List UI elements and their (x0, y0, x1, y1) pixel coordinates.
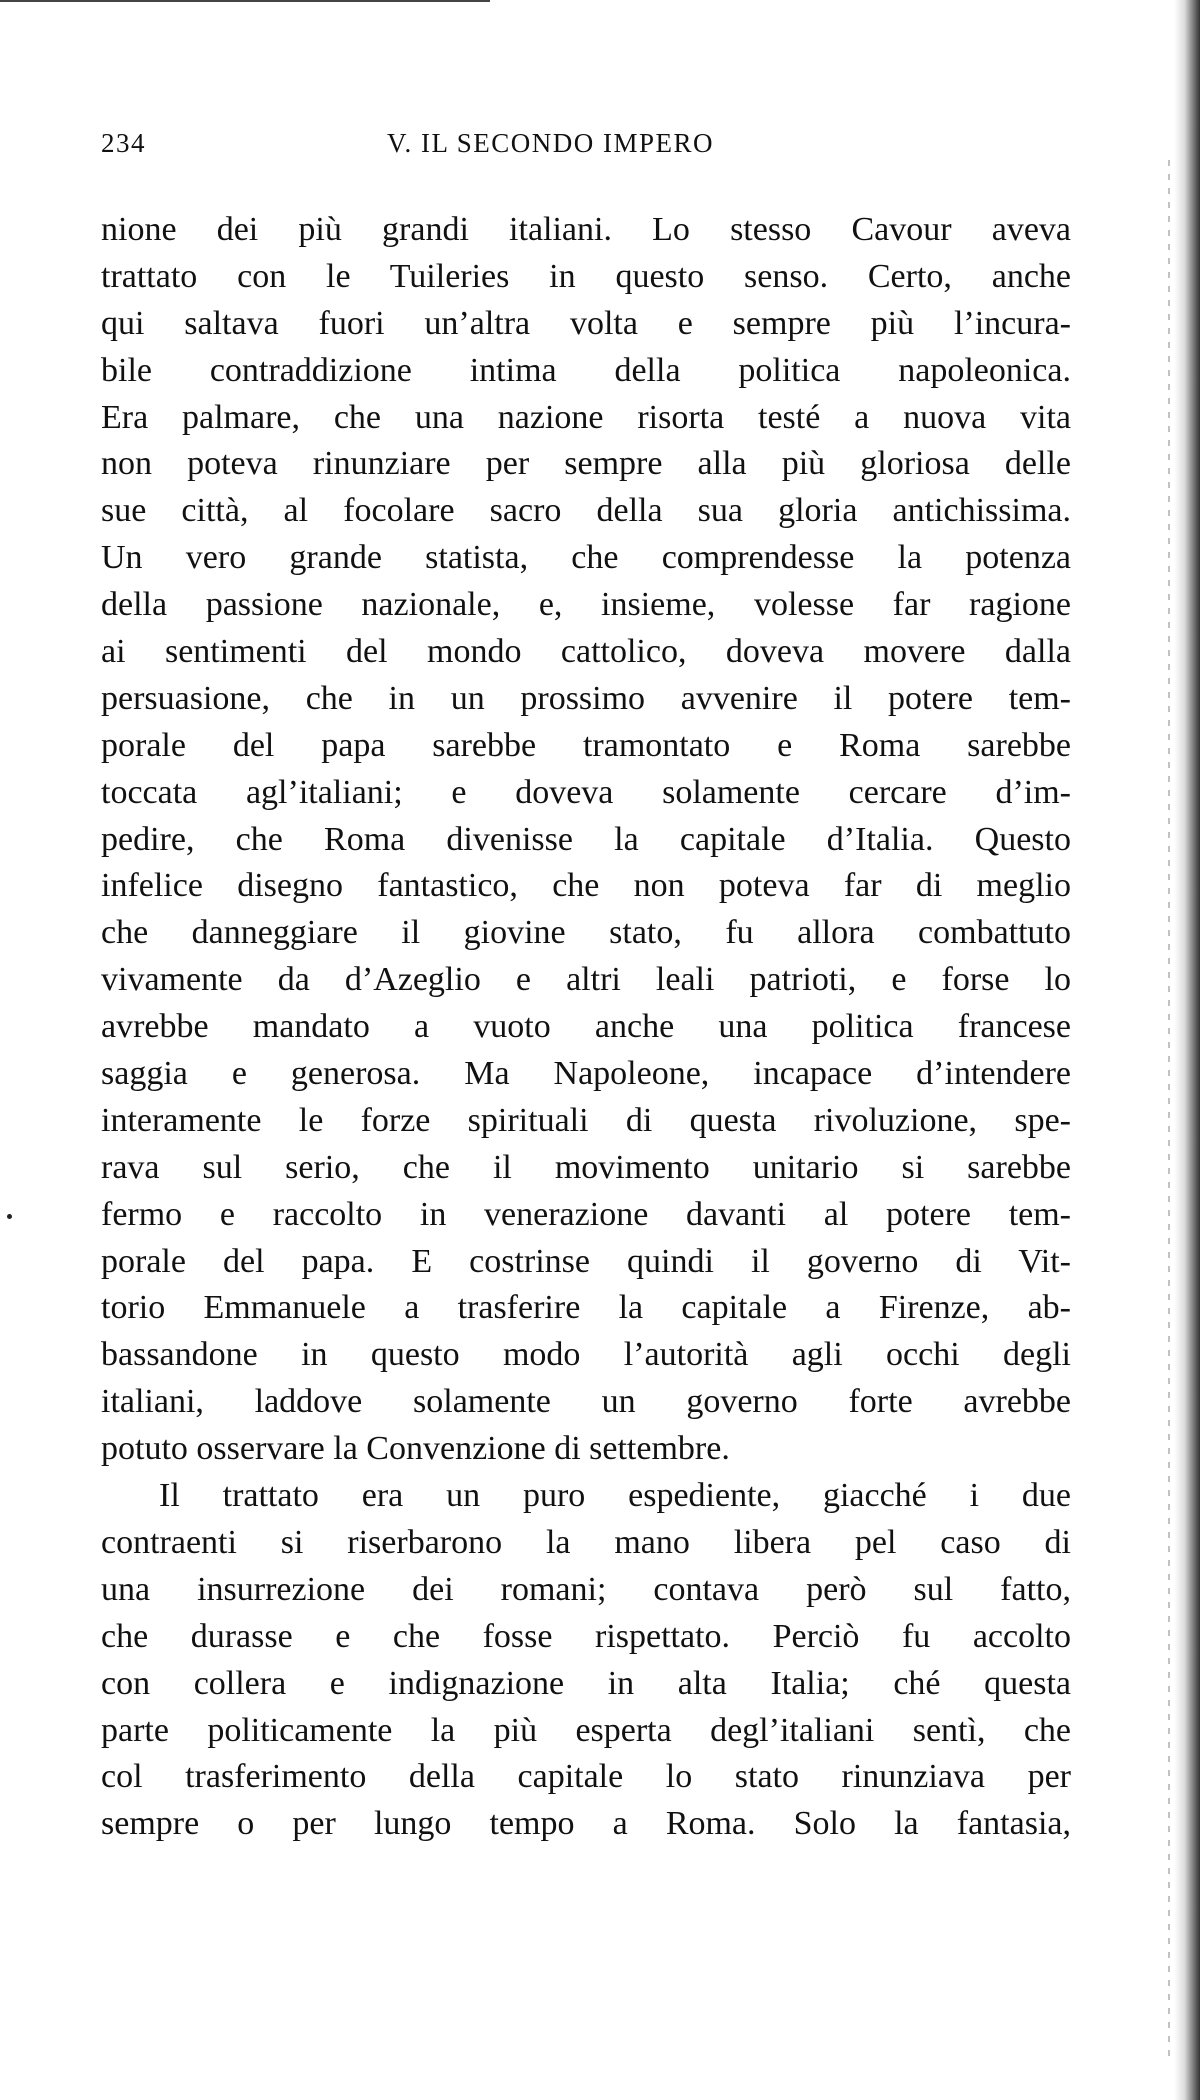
text-line: saggia e generosa. Ma Napoleone, incapace d’intendere (101, 1055, 1071, 1093)
text-line: ai sentimenti del mondo cattolico, doveva movere dalla (101, 633, 1071, 671)
text-line: italiani, laddove solamente un governo forte avrebbe (101, 1383, 1071, 1421)
text-line: rava sul serio, che il movimento unitario si sarebbe (101, 1148, 1071, 1186)
text-line: porale del papa sarebbe tramontato e Roma sarebbe (101, 726, 1071, 764)
text-line: Il trattato era un puro espediente, giacché i due (159, 1477, 1071, 1515)
text-line: trattato con le Tuileries in questo senso. Certo, anche (101, 257, 1071, 295)
text-line: che danneggiare il giovine stato, fu allora combattuto (101, 914, 1071, 952)
body-text (101, 207, 1071, 1848)
text-line: toccata agl’italiani; e doveva solamente cercare d’im- (101, 773, 1071, 811)
text-line: parte politicamente la più esperta degl’italiani sentì, che (101, 1711, 1071, 1749)
text-line: fermo e raccolto in venerazione davanti al potere tem- (101, 1195, 1071, 1233)
text-line: qui saltava fuori un’altra volta e sempre più l’incura- (101, 304, 1071, 342)
scan-speck (7, 1214, 12, 1219)
text-line: infelice disegno fantastico, che non poteva far di meglio (101, 867, 1071, 905)
text-line: porale del papa. E costrinse quindi il governo di Vit- (101, 1242, 1071, 1280)
text-line: con collera e indignazione in alta Italia; ché questa (101, 1664, 1071, 1702)
scan-top-border (0, 0, 490, 2)
text-line: sue città, al focolare sacro della sua gloria antichissima. (101, 492, 1071, 530)
text-line: della passione nazionale, e, insieme, volesse far ragione (101, 586, 1071, 624)
scan-right-edge (1174, 0, 1200, 2100)
text-line: avrebbe mandato a vuoto anche una politica francese (101, 1008, 1071, 1046)
scan-edge-specks (1168, 160, 1170, 2060)
text-line: Era palmare, che una nazione risorta testé a nuova vita (101, 398, 1071, 436)
text-line: sempre o per lungo tempo a Roma. Solo la fantasia, (101, 1805, 1071, 1843)
text-line: persuasione, che in un prossimo avvenire il potere tem- (101, 679, 1071, 717)
text-line: non poteva rinunziare per sempre alla più gloriosa delle (101, 445, 1071, 483)
text-line: una insurrezione dei romani; contava però sul fatto, (101, 1570, 1071, 1608)
text-line: bassandone in questo modo l’autorità agli occhi degli (101, 1336, 1071, 1374)
text-line: Un vero grande statista, che comprendesse la potenza (101, 539, 1071, 577)
text-line: pedire, che Roma divenisse la capitale d’Italia. Questo (101, 820, 1071, 858)
text-line: col trasferimento della capitale lo stato rinunziava per (101, 1758, 1071, 1796)
text-line: interamente le forze spirituali di questa rivoluzione, spe- (101, 1101, 1071, 1139)
text-line: torio Emmanuele a trasferire la capitale a Firenze, ab- (101, 1289, 1071, 1327)
page-number: 234 (101, 128, 146, 158)
text-line: bile contraddizione intima della politica napoleonica. (101, 351, 1071, 389)
running-head: V. IL SECONDO IMPERO (387, 128, 715, 158)
text-line: vivamente da d’Azeglio e altri leali patrioti, e forse lo (101, 961, 1071, 999)
text-line: contraenti si riserbarono la mano libera pel caso di (101, 1523, 1071, 1561)
page-header (101, 128, 1071, 168)
text-line: potuto osservare la Convenzione di settembre. (101, 1430, 730, 1468)
text-line: che durasse e che fosse rispettato. Perciò fu accolto (101, 1617, 1071, 1655)
text-line: nione dei più grandi italiani. Lo stesso Cavour aveva (101, 211, 1071, 248)
